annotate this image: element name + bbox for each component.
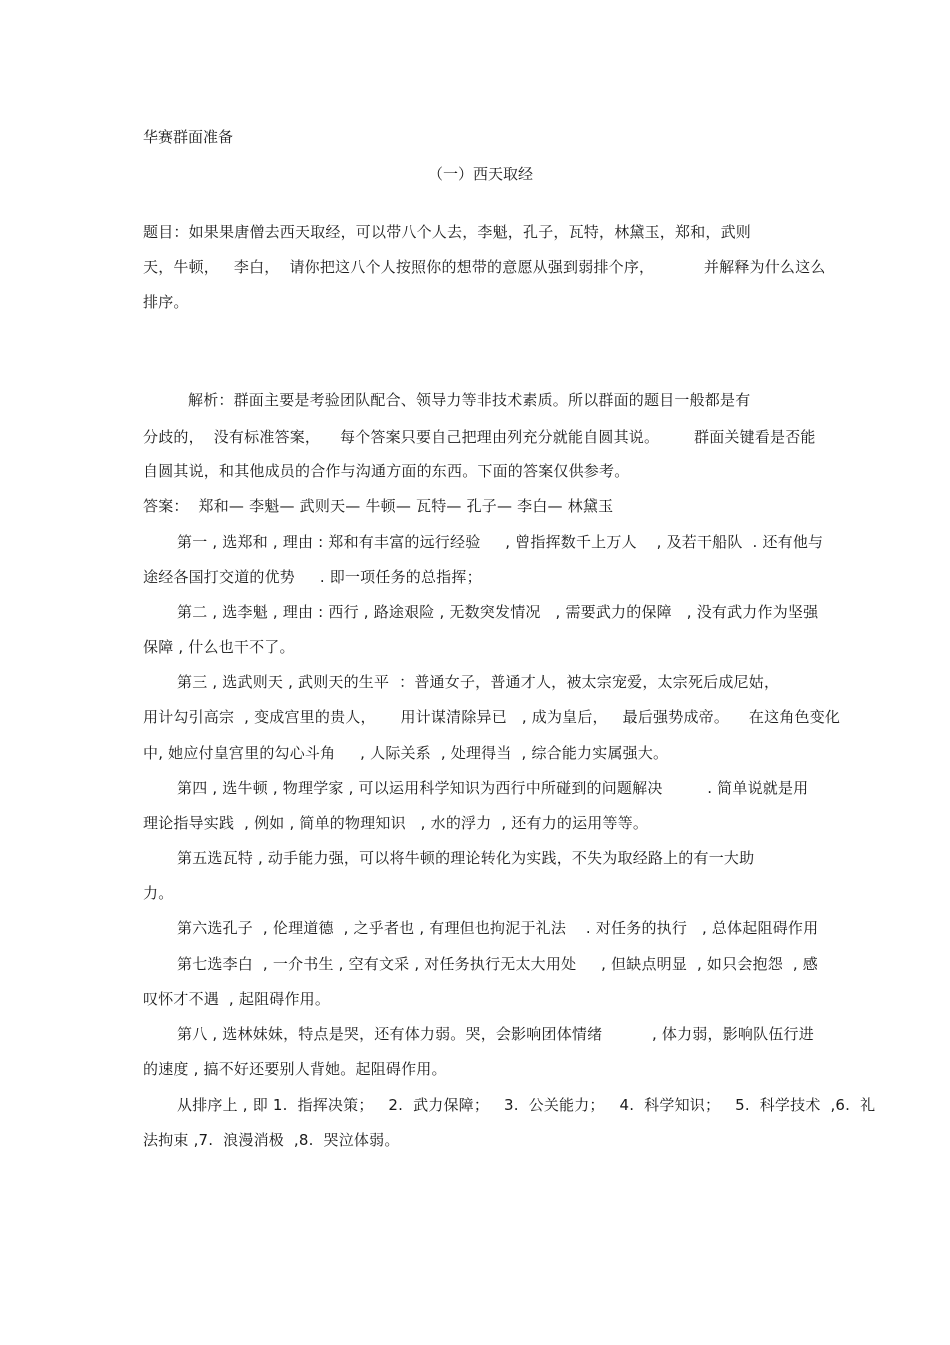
point-8-line-1: 第八 , 选林妹妹，特点是哭，还有体力弱。哭，会影响团体情绪 , 体力弱，影响队伍行进: [177, 1025, 814, 1043]
point-2-line-1: 第二 , 选李魁 , 理由 : 西行 , 路途艰险 , 无数突发情况 , 需要武力的保障 , 没有武力作为坚强: [177, 603, 819, 621]
answer-line: 答案： 郑和— 李魁— 武则天— 牛顿— 瓦特— 孔子— 李白— 林黛玉: [143, 497, 614, 515]
point-3-line-2: 用计勾引高宗 , 变成宫里的贵人， 用计谋清除异已 , 成为皇后， 最后强势成帝。 在这角色变化: [143, 708, 841, 726]
point-5-line-1: 第五选瓦特 , 动手能力强，可以将牛顿的理论转化为实践，不失为取经路上的有一大助: [177, 849, 755, 867]
point-8-line-2: 的速度 , 搞不好还要别人背她。起阻碍作用。: [143, 1060, 447, 1078]
point-1-line-2: 途经各国打交道的优势 . 即一项任务的总指挥；: [143, 568, 482, 586]
analysis-line-1: 解析：群面主要是考验团队配合、领导力等非技术素质。所以群面的题目一般都是有: [188, 391, 751, 409]
point-2-line-2: 保障 , 什么也干不了。: [143, 638, 295, 656]
point-6-line-1: 第六选孔子 , 伦理道德 , 之乎者也 , 有理但也拘泥于礼法 . 对任务的执行 , 总体起阻碍作用: [177, 919, 819, 937]
analysis-line-3: 自圆其说，和其他成员的合作与沟通方面的东西。下面的答案仅供参考。: [143, 462, 630, 480]
point-1-line-1: 第一 , 选郑和 , 理由 : 郑和有丰富的远行经验 , 曾指挥数千上万人 , 及若干船队 . 还有他与: [177, 533, 824, 551]
point-7-line-1: 第七选李白 , 一介书生 , 空有文采 , 对任务执行无太大用处 , 但缺点明显 , 如只会抱怨 , 感: [177, 955, 819, 973]
section-title: （一）西天取经: [428, 165, 534, 183]
point-3-line-1: 第三 , 选武则天 , 武则天的生平 ：普通女子，普通才人，被太宗宠爱，太宗死后成尼姑，: [177, 673, 780, 691]
point-4-line-2: 理论指导实践 , 例如 , 简单的物理知识 , 水的浮力 , 还有力的运用等等。: [143, 814, 649, 832]
question-line-3: 排序。: [143, 293, 189, 311]
summary-line-2: 法拘束 ,7. 浪漫消极 ,8. 哭泣体弱。: [143, 1131, 400, 1149]
point-4-line-1: 第四 , 选牛顿 , 物理学家 , 可以运用科学知识为西行中所碰到的问题解决 . 简单说就是用: [177, 779, 809, 797]
point-3-line-3: 中, 她应付皇宫里的勾心斗角 , 人际关系 , 处理得当 , 综合能力实属强大。: [143, 744, 669, 762]
document-title: 华赛群面准备: [143, 128, 234, 146]
summary-line-1: 从排序上 , 即 1. 指挥决策； 2. 武力保障； 3. 公关能力； 4. 科学知识； 5. 科学技术 ,6. 礼: [177, 1096, 876, 1114]
analysis-line-2: 分歧的， 没有标准答案， 每个答案只要自己把理由列充分就能自圆其说。 群面关键看是否能: [143, 428, 816, 446]
point-5-line-2: 力。: [143, 884, 174, 902]
question-line-1: 题目：如果果唐僧去西天取经，可以带八个人去，李魁，孔子，瓦特，林黛玉，郑和，武则: [143, 223, 752, 241]
question-line-2: 天，牛顿， 李白， 请你把这八个人按照你的想带的意愿从强到弱排个序， 并解释为什么这么: [143, 258, 826, 276]
point-7-line-2: 叹怀才不遇 , 起阻碍作用。: [143, 990, 331, 1008]
